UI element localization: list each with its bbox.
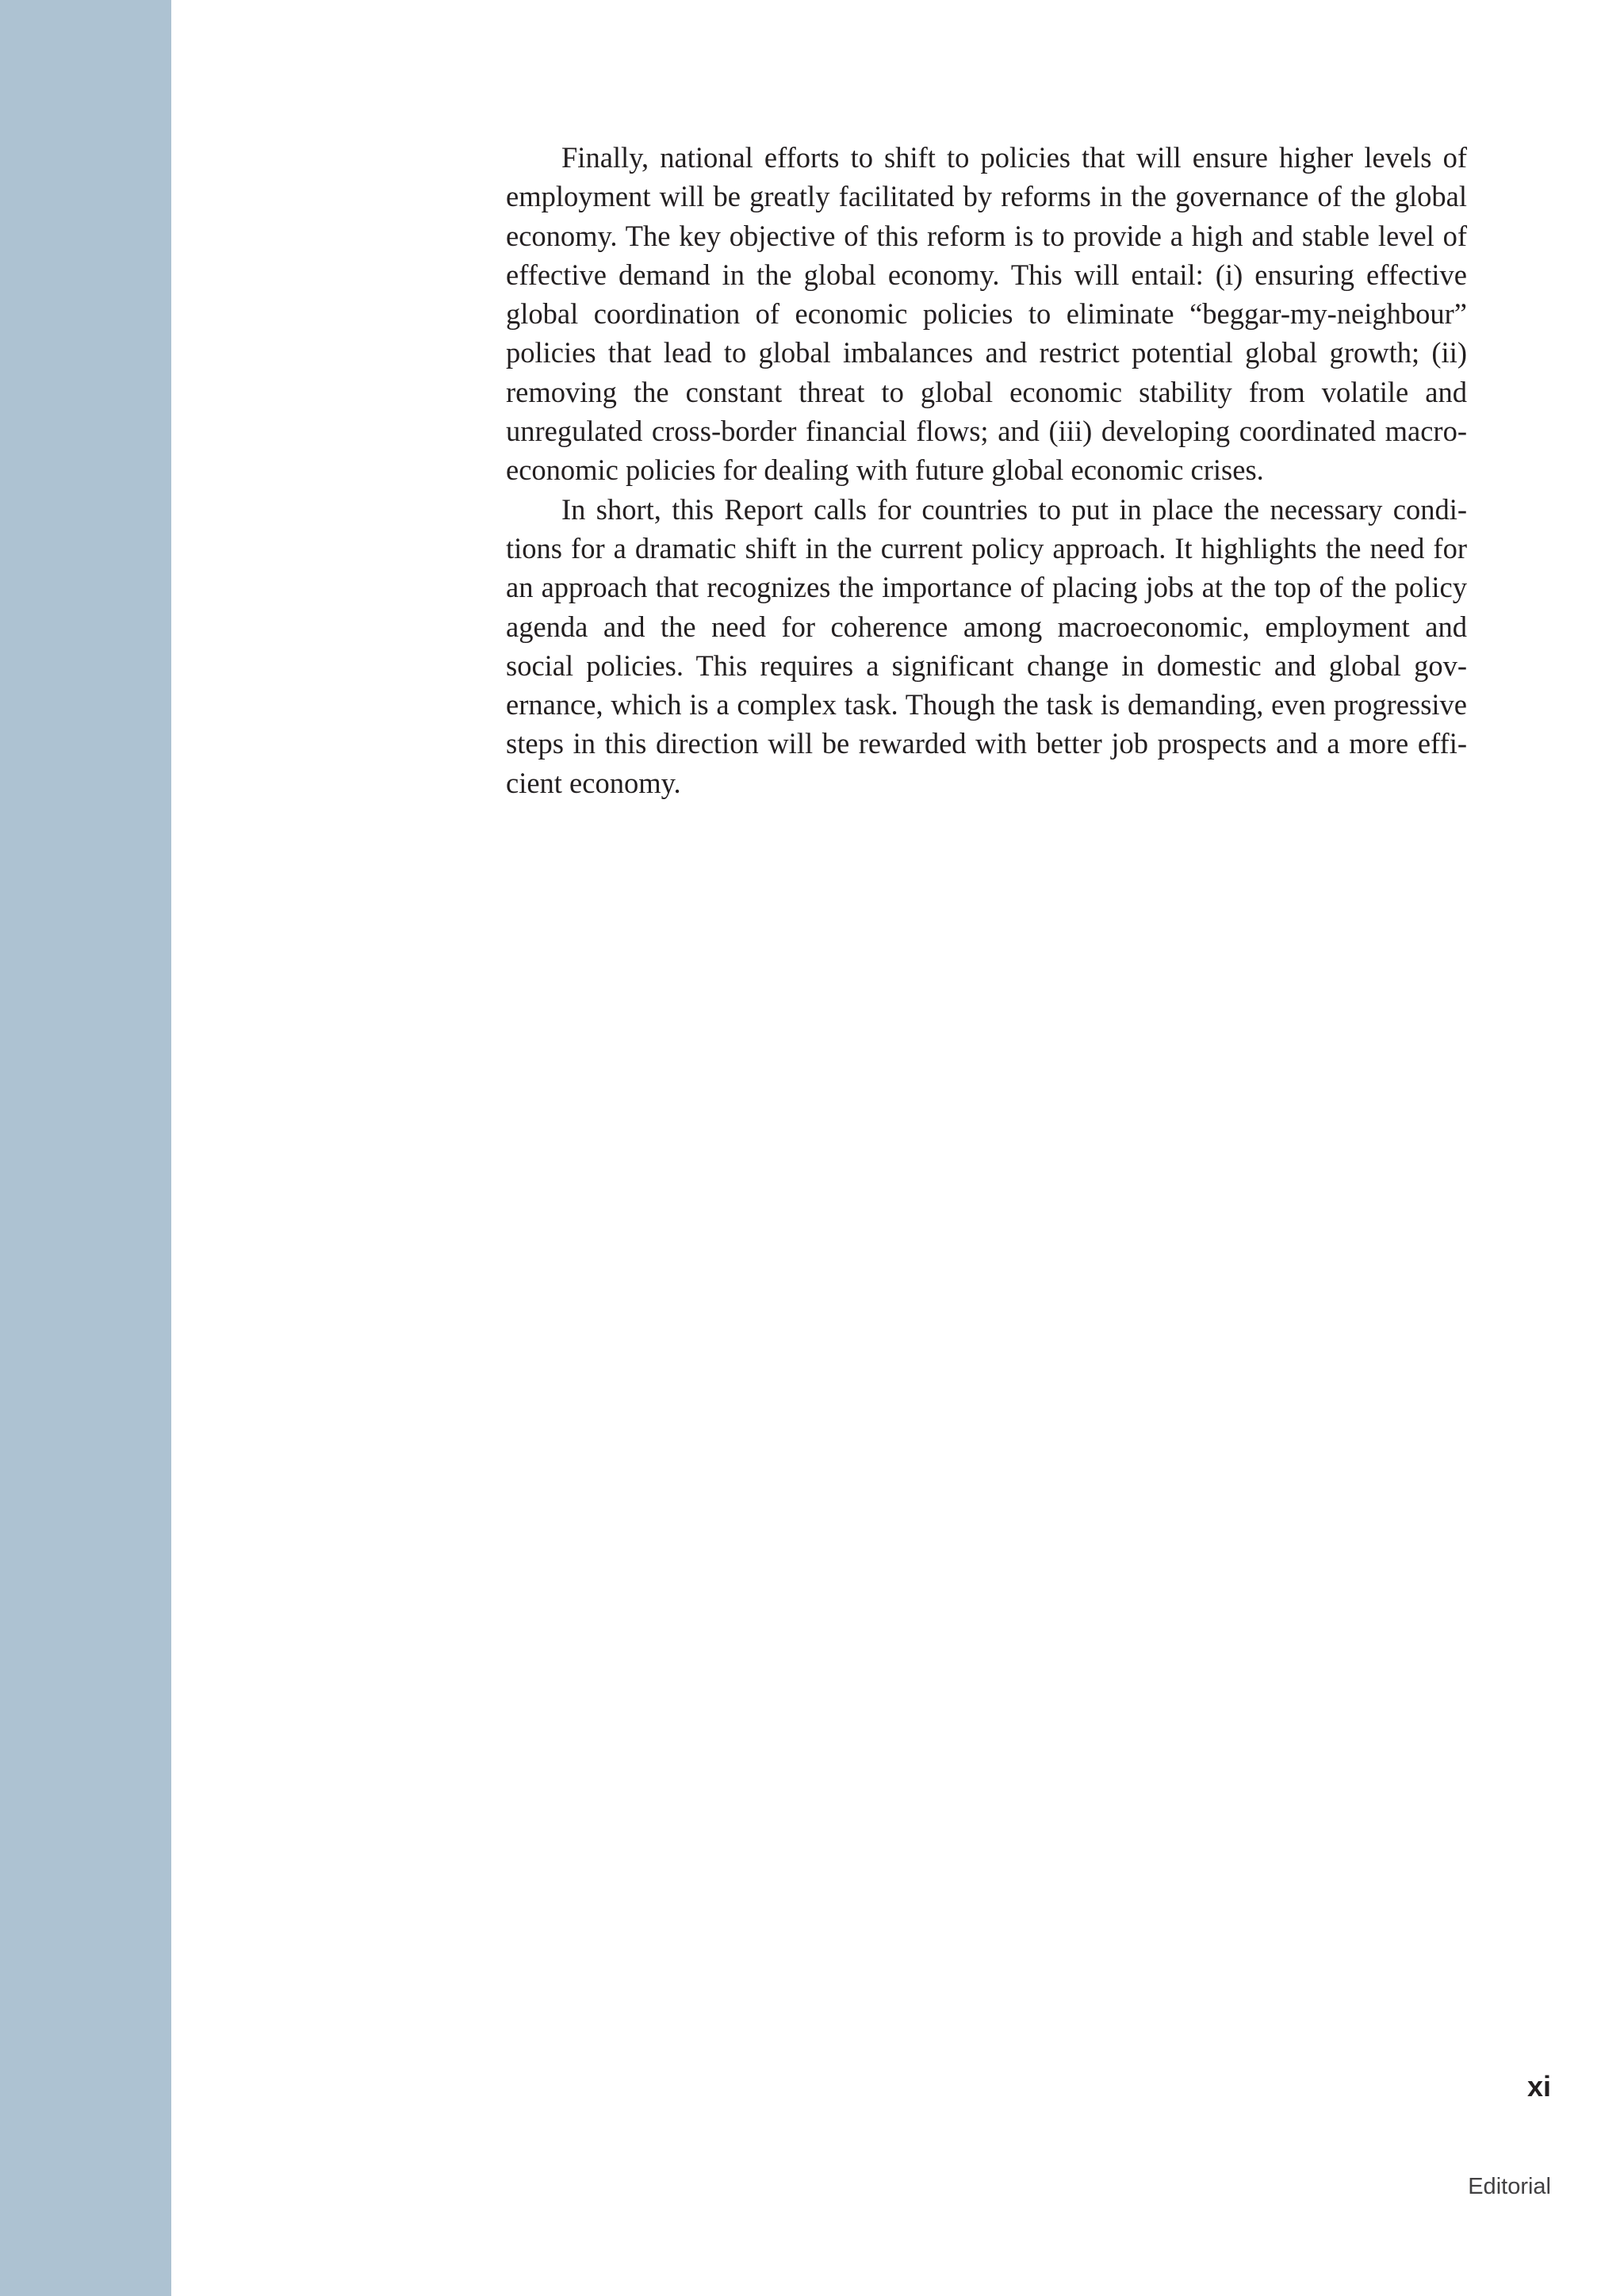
running-footer-section: Editorial (1468, 2174, 1551, 2199)
body-text (506, 138, 1467, 802)
paragraph-conclusion: In short, this Report calls for countries to put in place the necessary conditions for a dramatic shift in the current policy approach. It highlights the need for an approach that recognizes the importance of placing jobs at the top of the policy agenda and the need for coherence among macroeconomic, employment and social policies. This requires a significant change in domestic and global governance, which is a complex task. Though the task is demanding, even progressive steps in this direction will be rewarded with better job prospects and a more efficient economy. (506, 492, 1467, 799)
sidebar-color-band (0, 0, 171, 2296)
page-number: xi (1526, 2070, 1551, 2103)
paragraph-governance-reform: Finally, national efforts to shift to policies that will ensure higher levels of employment will be greatly facilitated by reforms in the governance of the global economy. The key objective of this reform is to provide a high and stable level of effective demand in the global economy. This will entail: (i) ensuring effective global coordination of economic policies to eliminate “beggar-my-neighbour” policies that lead to global imbalances and restrict potential global growth; (ii) removing the constant threat to global economic stability from volatile and unregulated cross-border financial flows; and (iii) developing coordinated macroeconomic policies for dealing with future global economic crises. (506, 141, 1467, 487)
